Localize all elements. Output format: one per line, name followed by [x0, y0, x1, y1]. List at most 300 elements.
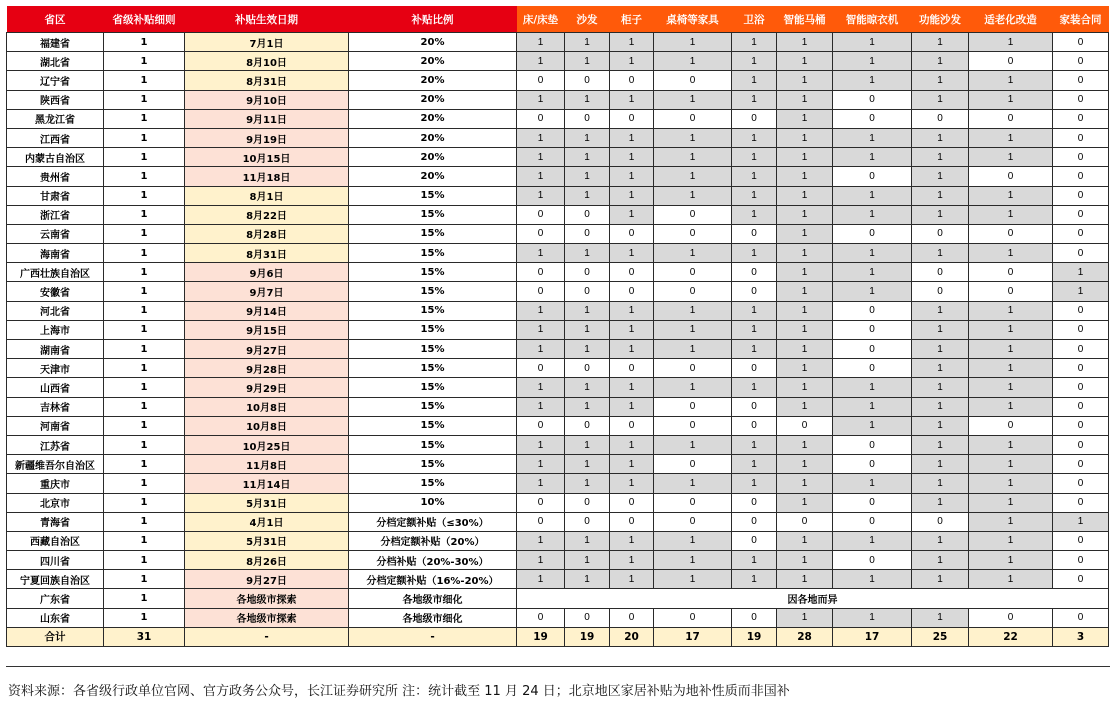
- table-row: [7, 205, 1109, 224]
- category-cell: 1: [912, 435, 969, 454]
- category-cell: 1: [777, 282, 833, 301]
- category-cell: 1: [969, 397, 1053, 416]
- category-cell: 0: [833, 90, 912, 109]
- ratio-cell: 15%: [349, 320, 517, 339]
- ratio-cell: 15%: [349, 455, 517, 474]
- total-category: 20: [610, 627, 654, 646]
- table-row: [7, 90, 1109, 109]
- category-cell: 1: [610, 340, 654, 359]
- table-row: [7, 263, 1109, 282]
- category-cell: 1: [565, 301, 610, 320]
- category-cell: 0: [517, 493, 565, 512]
- category-cell: 1: [732, 301, 777, 320]
- date-cell: 9月7日: [185, 282, 349, 301]
- table-row: [7, 282, 1109, 301]
- province-cell: 陕西省: [7, 90, 104, 109]
- province-cell: 广东省: [7, 589, 104, 608]
- province-cell: 西藏自治区: [7, 531, 104, 550]
- category-cell: 1: [610, 378, 654, 397]
- category-cell: 1: [732, 474, 777, 493]
- category-cell: 1: [777, 167, 833, 186]
- ratio-cell: 15%: [349, 340, 517, 359]
- category-cell: 1: [610, 455, 654, 474]
- category-cell: 1: [777, 244, 833, 263]
- category-cell: 0: [833, 493, 912, 512]
- date-cell: 10月8日: [185, 416, 349, 435]
- category-cell: 1: [969, 71, 1053, 90]
- category-cell: 0: [1053, 90, 1109, 109]
- rules-cell: 1: [104, 359, 185, 378]
- category-cell: 1: [969, 474, 1053, 493]
- ratio-cell: 10%: [349, 493, 517, 512]
- category-cell: 1: [833, 531, 912, 550]
- category-cell: 0: [1053, 435, 1109, 454]
- category-cell: 0: [1053, 397, 1109, 416]
- total-category: 28: [777, 627, 833, 646]
- category-cell: 0: [1053, 301, 1109, 320]
- category-cell: 0: [732, 224, 777, 243]
- category-cell: 0: [1053, 205, 1109, 224]
- table-row: [7, 33, 1109, 52]
- ratio-cell: 各地级市细化: [349, 608, 517, 627]
- category-cell: 1: [777, 263, 833, 282]
- rules-cell: 1: [104, 301, 185, 320]
- category-header: 智能晾衣机: [833, 6, 912, 33]
- category-cell: 0: [610, 282, 654, 301]
- category-cell: 0: [1053, 71, 1109, 90]
- category-cell: 1: [517, 90, 565, 109]
- province-cell: 浙江省: [7, 205, 104, 224]
- ratio-cell: 15%: [349, 397, 517, 416]
- category-cell: 0: [833, 359, 912, 378]
- category-cell: 0: [1053, 224, 1109, 243]
- ratio-cell: 15%: [349, 205, 517, 224]
- category-cell: 1: [777, 52, 833, 71]
- category-cell: 0: [912, 512, 969, 531]
- subsidy-table: [6, 6, 1109, 647]
- date-cell: 9月27日: [185, 570, 349, 589]
- province-cell: 江苏省: [7, 435, 104, 454]
- category-cell: 0: [732, 531, 777, 550]
- category-cell: 0: [517, 263, 565, 282]
- category-cell: 0: [610, 493, 654, 512]
- rules-cell: 1: [104, 455, 185, 474]
- date-cell: 8月31日: [185, 71, 349, 90]
- table-row: [7, 531, 1109, 550]
- category-cell: 1: [833, 397, 912, 416]
- category-cell: 0: [969, 416, 1053, 435]
- category-cell: 0: [654, 416, 732, 435]
- ratio-cell: 15%: [349, 435, 517, 454]
- category-cell: 0: [1053, 33, 1109, 52]
- category-cell: 1: [969, 340, 1053, 359]
- province-cell: 湖北省: [7, 52, 104, 71]
- category-cell: 1: [833, 416, 912, 435]
- category-cell: 1: [565, 474, 610, 493]
- rules-cell: 1: [104, 244, 185, 263]
- ratio-cell: 20%: [349, 148, 517, 167]
- category-cell: 1: [732, 148, 777, 167]
- category-cell: 1: [912, 244, 969, 263]
- category-cell: 0: [517, 282, 565, 301]
- category-cell: 1: [969, 244, 1053, 263]
- category-cell: 1: [654, 340, 732, 359]
- province-cell: 安徽省: [7, 282, 104, 301]
- category-cell: 1: [732, 551, 777, 570]
- province-cell: 辽宁省: [7, 71, 104, 90]
- category-cell: 1: [1053, 512, 1109, 531]
- province-cell: 山西省: [7, 378, 104, 397]
- rules-cell: 1: [104, 33, 185, 52]
- category-cell: 1: [732, 33, 777, 52]
- ratio-cell: 15%: [349, 263, 517, 282]
- ratio-cell: 20%: [349, 71, 517, 90]
- rules-cell: 1: [104, 224, 185, 243]
- category-cell: 0: [565, 493, 610, 512]
- category-cell: 1: [912, 320, 969, 339]
- category-cell: 1: [777, 608, 833, 627]
- category-cell: 1: [610, 397, 654, 416]
- category-cell: 1: [833, 148, 912, 167]
- ratio-cell: 分档定额补贴（20%）: [349, 531, 517, 550]
- category-cell: 1: [912, 33, 969, 52]
- category-cell: 1: [654, 551, 732, 570]
- ratio-cell: 20%: [349, 33, 517, 52]
- category-cell: 0: [1053, 52, 1109, 71]
- category-cell: 1: [610, 531, 654, 550]
- category-cell: 1: [912, 416, 969, 435]
- category-cell: 1: [777, 320, 833, 339]
- column-header: 补贴生效日期: [185, 6, 349, 33]
- province-cell: 湖南省: [7, 340, 104, 359]
- category-cell: 1: [565, 397, 610, 416]
- category-cell: 1: [610, 90, 654, 109]
- category-cell: 1: [969, 493, 1053, 512]
- category-cell: 1: [517, 52, 565, 71]
- category-cell: 1: [517, 186, 565, 205]
- category-cell: 0: [1053, 359, 1109, 378]
- category-header: 家装合同: [1053, 6, 1109, 33]
- province-cell: 四川省: [7, 551, 104, 570]
- category-cell: 0: [732, 263, 777, 282]
- category-cell: 0: [517, 109, 565, 128]
- divider: [6, 666, 1110, 667]
- category-cell: 0: [610, 224, 654, 243]
- total-category: 17: [833, 627, 912, 646]
- table-row: [7, 244, 1109, 263]
- table-row: [7, 378, 1109, 397]
- date-cell: 7月1日: [185, 33, 349, 52]
- rules-cell: 1: [104, 416, 185, 435]
- category-cell: 0: [610, 109, 654, 128]
- category-cell: 1: [654, 167, 732, 186]
- category-cell: 0: [1053, 128, 1109, 147]
- table-row: [7, 435, 1109, 454]
- total-date: -: [185, 627, 349, 646]
- rules-cell: 1: [104, 551, 185, 570]
- category-cell: 0: [1053, 167, 1109, 186]
- ratio-cell: 20%: [349, 109, 517, 128]
- province-cell: 河北省: [7, 301, 104, 320]
- category-cell: 0: [833, 340, 912, 359]
- category-cell: 1: [565, 148, 610, 167]
- date-cell: 9月28日: [185, 359, 349, 378]
- rules-cell: 1: [104, 589, 185, 608]
- table-row: [7, 359, 1109, 378]
- category-cell: 1: [777, 90, 833, 109]
- category-cell: 1: [833, 71, 912, 90]
- category-cell: 0: [610, 359, 654, 378]
- category-cell: 1: [654, 435, 732, 454]
- province-cell: 河南省: [7, 416, 104, 435]
- category-cell: 1: [654, 186, 732, 205]
- category-cell: 0: [777, 512, 833, 531]
- category-cell: 0: [654, 608, 732, 627]
- category-cell: 0: [732, 282, 777, 301]
- category-cell: 1: [833, 52, 912, 71]
- category-cell: 0: [565, 71, 610, 90]
- category-header: 卫浴: [732, 6, 777, 33]
- category-cell: 1: [833, 474, 912, 493]
- category-cell: 1: [732, 90, 777, 109]
- category-cell: 0: [969, 109, 1053, 128]
- table-row: [7, 589, 1109, 608]
- category-cell: 1: [732, 435, 777, 454]
- table-row: [7, 474, 1109, 493]
- category-cell: 1: [610, 148, 654, 167]
- category-cell: 1: [833, 263, 912, 282]
- column-header: 省级补贴细则: [104, 6, 185, 33]
- category-cell: 0: [1053, 148, 1109, 167]
- category-cell: 0: [732, 608, 777, 627]
- category-cell: 1: [654, 378, 732, 397]
- ratio-cell: 15%: [349, 301, 517, 320]
- category-cell: 1: [833, 608, 912, 627]
- category-cell: 0: [517, 608, 565, 627]
- category-cell: 1: [565, 167, 610, 186]
- province-cell: 宁夏回族自治区: [7, 570, 104, 589]
- date-cell: 11月18日: [185, 167, 349, 186]
- category-cell: 0: [969, 282, 1053, 301]
- date-cell: 8月26日: [185, 551, 349, 570]
- ratio-cell: 15%: [349, 359, 517, 378]
- table-row: [7, 128, 1109, 147]
- category-cell: 1: [912, 71, 969, 90]
- rules-cell: 1: [104, 282, 185, 301]
- category-cell: 1: [969, 435, 1053, 454]
- date-cell: 9月19日: [185, 128, 349, 147]
- category-cell: 1: [610, 33, 654, 52]
- category-cell: 0: [1053, 551, 1109, 570]
- category-cell: 1: [1053, 282, 1109, 301]
- ratio-cell: 15%: [349, 378, 517, 397]
- total-label: 合计: [7, 627, 104, 646]
- category-cell: 1: [565, 551, 610, 570]
- category-cell: 0: [654, 224, 732, 243]
- category-cell: 1: [610, 551, 654, 570]
- table-row: [7, 512, 1109, 531]
- category-cell: 1: [565, 570, 610, 589]
- category-cell: 0: [517, 224, 565, 243]
- category-cell: 1: [777, 435, 833, 454]
- category-cell: 1: [912, 90, 969, 109]
- category-cell: 1: [732, 52, 777, 71]
- province-cell: 北京市: [7, 493, 104, 512]
- table-row: [7, 301, 1109, 320]
- category-cell: 0: [565, 263, 610, 282]
- category-cell: 0: [1053, 109, 1109, 128]
- province-cell: 重庆市: [7, 474, 104, 493]
- category-cell: 1: [517, 340, 565, 359]
- category-cell: 1: [969, 570, 1053, 589]
- category-cell: 1: [777, 397, 833, 416]
- total-rules: 31: [104, 627, 185, 646]
- category-cell: 1: [912, 474, 969, 493]
- date-cell: 5月31日: [185, 531, 349, 550]
- category-cell: 1: [610, 474, 654, 493]
- category-cell: 0: [969, 224, 1053, 243]
- province-cell: 天津市: [7, 359, 104, 378]
- category-cell: 1: [969, 551, 1053, 570]
- category-cell: 0: [1053, 416, 1109, 435]
- table-row: [7, 340, 1109, 359]
- category-cell: 1: [565, 455, 610, 474]
- date-cell: 8月28日: [185, 224, 349, 243]
- category-cell: 1: [912, 608, 969, 627]
- category-cell: 1: [517, 378, 565, 397]
- category-cell: 1: [610, 301, 654, 320]
- category-cell: 1: [969, 531, 1053, 550]
- rules-cell: 1: [104, 512, 185, 531]
- rules-cell: 1: [104, 378, 185, 397]
- category-header: 床/床垫: [517, 6, 565, 33]
- category-cell: 0: [912, 263, 969, 282]
- rules-cell: 1: [104, 263, 185, 282]
- category-cell: 1: [732, 340, 777, 359]
- category-cell: 0: [732, 109, 777, 128]
- category-cell: 1: [565, 320, 610, 339]
- category-cell: 0: [912, 282, 969, 301]
- category-cell: 1: [777, 551, 833, 570]
- table-row: [7, 397, 1109, 416]
- date-cell: 11月14日: [185, 474, 349, 493]
- province-cell: 上海市: [7, 320, 104, 339]
- category-cell: 1: [833, 205, 912, 224]
- category-cell: 1: [969, 359, 1053, 378]
- ratio-cell: 15%: [349, 474, 517, 493]
- category-header: 沙发: [565, 6, 610, 33]
- category-cell: 1: [969, 90, 1053, 109]
- category-cell: 0: [969, 167, 1053, 186]
- total-category: 19: [565, 627, 610, 646]
- ratio-cell: 分档定额补贴（≤30%）: [349, 512, 517, 531]
- category-cell: 1: [565, 531, 610, 550]
- total-category: 19: [732, 627, 777, 646]
- category-cell: 1: [833, 33, 912, 52]
- category-cell: 1: [777, 128, 833, 147]
- category-cell: 0: [833, 109, 912, 128]
- category-cell: 0: [565, 608, 610, 627]
- category-cell: 0: [610, 263, 654, 282]
- province-cell: 江西省: [7, 128, 104, 147]
- date-cell: 9月27日: [185, 340, 349, 359]
- category-cell: 1: [732, 378, 777, 397]
- category-cell: 1: [565, 244, 610, 263]
- category-cell: 0: [1053, 378, 1109, 397]
- category-cell: 1: [969, 455, 1053, 474]
- category-cell: 1: [912, 531, 969, 550]
- rules-cell: 1: [104, 570, 185, 589]
- category-cell: 1: [777, 224, 833, 243]
- category-cell: 1: [777, 570, 833, 589]
- date-cell: 10月25日: [185, 435, 349, 454]
- category-cell: 1: [912, 570, 969, 589]
- province-cell: 新疆维吾尔自治区: [7, 455, 104, 474]
- category-cell: 1: [732, 205, 777, 224]
- category-cell: 1: [565, 90, 610, 109]
- category-cell: 1: [610, 205, 654, 224]
- category-cell: 0: [1053, 474, 1109, 493]
- province-cell: 甘肃省: [7, 186, 104, 205]
- rules-cell: 1: [104, 531, 185, 550]
- category-cell: 0: [1053, 455, 1109, 474]
- category-cell: 1: [610, 320, 654, 339]
- category-cell: 1: [565, 33, 610, 52]
- date-cell: 5月31日: [185, 493, 349, 512]
- date-cell: 9月10日: [185, 90, 349, 109]
- category-cell: 1: [777, 531, 833, 550]
- category-cell: 1: [517, 167, 565, 186]
- category-header: 功能沙发: [912, 6, 969, 33]
- rules-cell: 1: [104, 493, 185, 512]
- category-cell: 1: [912, 167, 969, 186]
- category-cell: 1: [833, 128, 912, 147]
- category-cell: 1: [517, 531, 565, 550]
- column-header: 省区: [7, 6, 104, 33]
- rules-cell: 1: [104, 128, 185, 147]
- category-cell: 1: [912, 378, 969, 397]
- category-header: 桌椅等家具: [654, 6, 732, 33]
- category-cell: 1: [777, 340, 833, 359]
- category-cell: 1: [565, 340, 610, 359]
- province-cell: 福建省: [7, 33, 104, 52]
- category-cell: 0: [565, 205, 610, 224]
- category-header: 适老化改造: [969, 6, 1053, 33]
- rules-cell: 1: [104, 320, 185, 339]
- rules-cell: 1: [104, 397, 185, 416]
- category-cell: 1: [517, 455, 565, 474]
- header-row: [7, 6, 1109, 33]
- date-cell: 9月15日: [185, 320, 349, 339]
- category-cell: 1: [517, 148, 565, 167]
- category-cell: 1: [912, 205, 969, 224]
- date-cell: 各地级市探索: [185, 589, 349, 608]
- province-cell: 黑龙江省: [7, 109, 104, 128]
- category-header: 智能马桶: [777, 6, 833, 33]
- category-cell: 1: [517, 128, 565, 147]
- category-cell: 0: [517, 205, 565, 224]
- category-cell: 1: [732, 128, 777, 147]
- category-cell: 1: [565, 378, 610, 397]
- table-row: [7, 551, 1109, 570]
- ratio-cell: 各地级市细化: [349, 589, 517, 608]
- rules-cell: 1: [104, 435, 185, 454]
- table-row: [7, 148, 1109, 167]
- rules-cell: 1: [104, 90, 185, 109]
- category-cell: 0: [517, 359, 565, 378]
- category-cell: 1: [777, 71, 833, 90]
- category-cell: 1: [654, 148, 732, 167]
